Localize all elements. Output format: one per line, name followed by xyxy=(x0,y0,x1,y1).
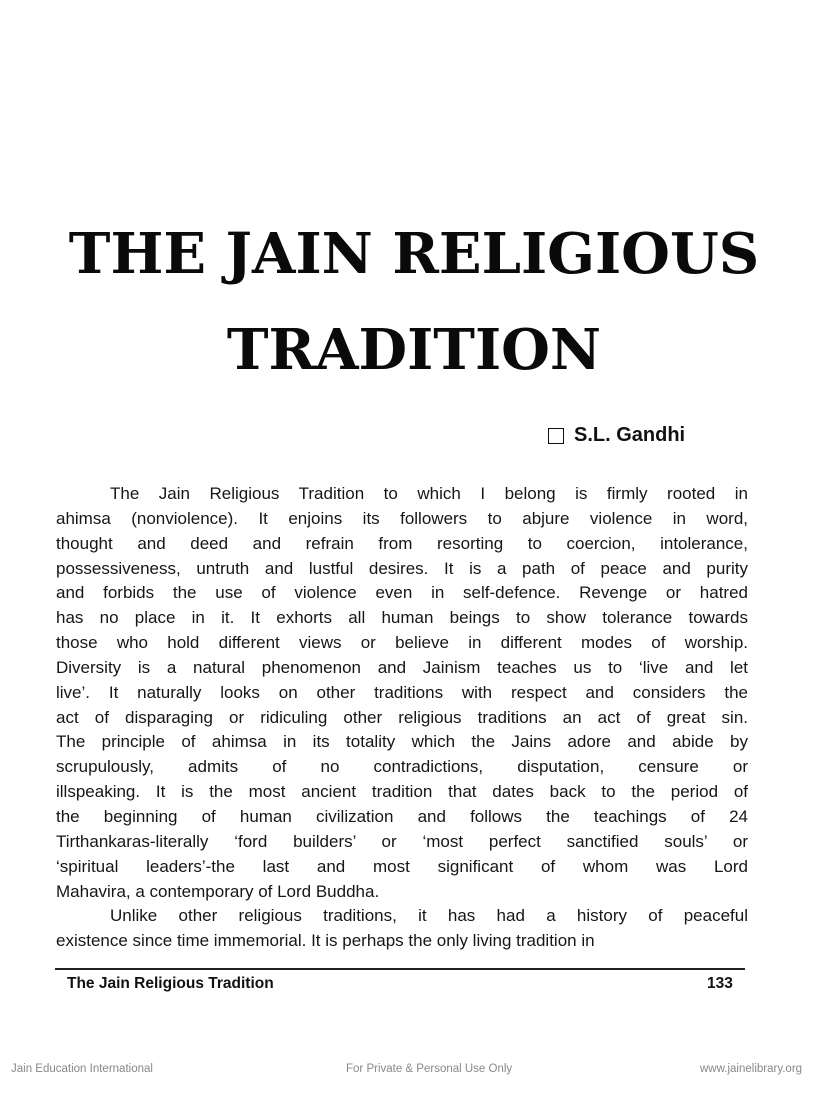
square-bullet-icon xyxy=(548,428,564,444)
title-line-1: THE JAIN RELIGIOUS xyxy=(68,221,760,287)
body-line: the beginning of human civilization and follows the teachings of 24 xyxy=(56,806,748,826)
body-line: those who hold different views or believe in different modes of worship. xyxy=(56,633,748,653)
body-line: Tirthankaras-literally ‘ford builders’ or ‘most perfect sanctified souls’ or xyxy=(56,831,748,851)
body-line: act of disparaging or ridiculing other religious traditions an act of great sin. xyxy=(56,707,748,727)
body-line: ahimsa (nonviolence). It enjoins its followers to abjure violence in word, xyxy=(56,508,748,528)
body-line: Diversity is a natural phenomenon and Jainism teaches us to ‘live and let xyxy=(56,657,748,677)
author-name: S.L. Gandhi xyxy=(574,424,686,446)
body-line: scrupulously, admits of no contradictions, disputation, censure or xyxy=(56,757,748,777)
watermark-right: www.jainelibrary.org xyxy=(700,1063,803,1075)
page-number: 133 xyxy=(707,975,733,992)
author-byline xyxy=(548,424,685,447)
body-line: ‘spiritual leaders’-the last and most significant of whom was Lord xyxy=(56,856,748,876)
watermark-center: For Private & Personal Use Only xyxy=(346,1063,513,1075)
body-line: The principle of ahimsa in its totality which the Jains adore and abide by xyxy=(56,732,748,752)
body-line: existence since time immemorial. It is perhaps the only living tradition in xyxy=(56,931,595,951)
footer-rule xyxy=(55,968,745,970)
body-line: possessiveness, untruth and lustful desires. It is a path of peace and purity xyxy=(56,558,748,578)
body-line: thought and deed and refrain from resorting to coercion, intolerance, xyxy=(56,533,748,553)
body-line: The Jain Religious Tradition to which I belong is firmly rooted in xyxy=(110,484,748,503)
watermark-left: Jain Education International xyxy=(11,1063,153,1075)
body-line: Unlike other religious traditions, it has had a history of peaceful xyxy=(110,906,748,926)
body-line: has no place in it. It exhorts all human beings to show tolerance towards xyxy=(56,608,748,628)
body-line: Mahavira, a contemporary of Lord Buddha. xyxy=(56,881,380,901)
body-text xyxy=(56,482,748,954)
running-title: The Jain Religious Tradition xyxy=(67,975,274,992)
body-line: illspeaking. It is the most ancient tradition that dates back to the period of xyxy=(56,782,748,802)
body-line: live’. It naturally looks on other traditions with respect and considers the xyxy=(56,682,748,702)
title-line-2: TRADITION xyxy=(226,317,602,383)
body-line: and forbids the use of violence even in self-defence. Revenge or hatred xyxy=(56,583,748,603)
